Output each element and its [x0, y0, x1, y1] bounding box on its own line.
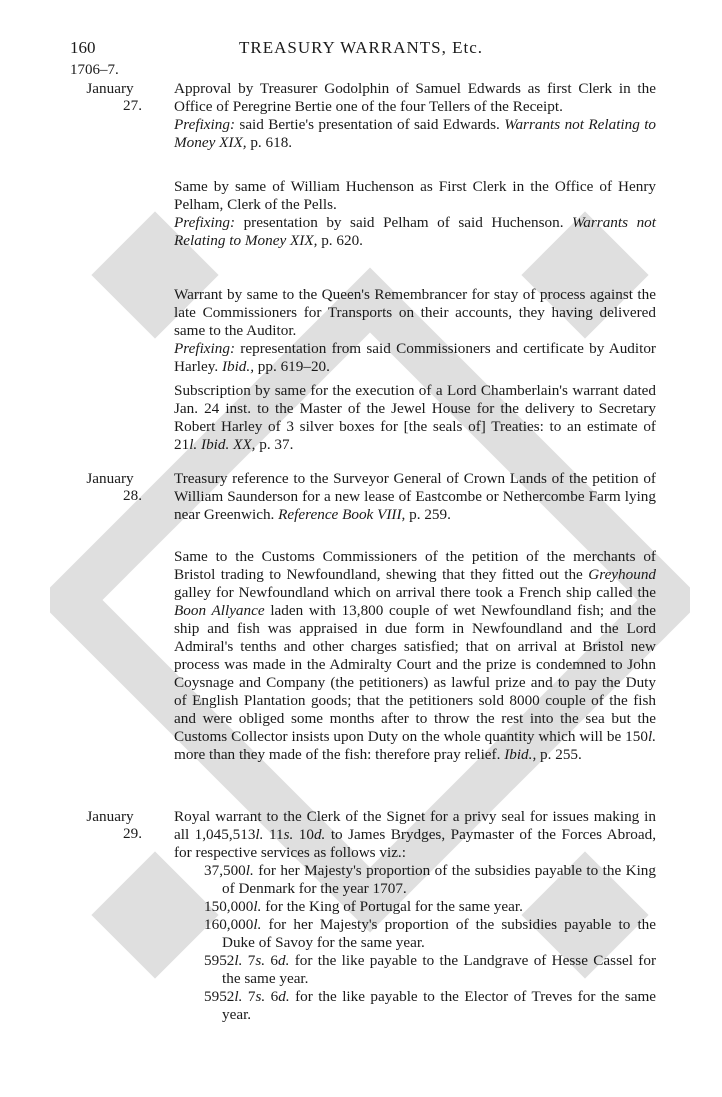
entry-jewel-house-subscription — [174, 382, 656, 454]
prefixing-label: Prefixing: — [174, 340, 236, 357]
source-reference: Warrants not Relating to Money XIX, — [174, 116, 657, 151]
entry-privy-seal-issues — [174, 808, 656, 1024]
date-month: January — [86, 470, 134, 487]
prefixing-note — [174, 116, 656, 152]
date-day: 29. — [123, 825, 142, 842]
entry-text: Royal warrant to the Clerk of the Signet for a privy seal for issues making in all 1,045,513l. 11s. 10d. to James Brydges, Paymaster of the Forces Abroad, for respective services as follows viz.: — [174, 808, 657, 861]
shillings-value: 11 — [268, 826, 284, 843]
entry-body-d: to James Brydges, Paymaster of the Forces Abroad, for respective services as follows viz.: — [174, 826, 657, 861]
list-item: 5952l. 7s. 6d. for the like payable to the Landgrave of Hesse Cassel for the same year. — [204, 952, 657, 987]
source-reference: Ibid., — [504, 746, 537, 763]
margin-year: 1706–7. — [70, 62, 119, 78]
entry-huchenson-approval — [174, 178, 656, 250]
ship-name-boon-allyance: Boon Allyance — [174, 602, 265, 619]
source-page: pp. 619–20. — [257, 358, 330, 375]
date-day: 27. — [123, 97, 142, 114]
entry-text: Approval by Treasurer Godolphin of Samuel Edwards as first Clerk in the Office of Peregrine Bertie one of the four Tellers of the Receipt. — [174, 80, 656, 115]
entry-text: Warrant by same to the Queen's Remembrancer for stay of process against the late Commissioners for Transports on their accounts, they having delivered same to the Auditor. — [174, 286, 656, 339]
list-item: 150,000l. for the King of Portugal for the same year. — [204, 898, 523, 915]
source-reference: Ibid., — [221, 358, 254, 375]
source-reference: Reference Book VIII, — [278, 506, 406, 523]
date-jan-28 — [70, 470, 150, 504]
prefixing-note — [174, 340, 656, 376]
prefixing-label: Prefixing: — [174, 214, 236, 231]
prefixing-text: presentation by said Pelham of said Huchenson. — [243, 214, 564, 231]
list-item: 160,000l. for her Majesty's proportion of the subsidies payable to the Duke of Savoy for the same year. — [204, 916, 656, 951]
source-page: p. 259. — [409, 506, 451, 523]
pound-sign: l. — [189, 436, 198, 453]
list-item: 37,500l. for her Majesty's proportion of the subsidies payable to the King of Denmark for the year 1707. — [204, 862, 656, 897]
entry-body-d: more than they made of the fish: therefore pray relief. — [174, 746, 501, 763]
entry-text — [174, 382, 656, 454]
prefixing-text: representation from said Commissioners and certificate by Auditor Harley. — [174, 340, 656, 375]
ship-name-greyhound: Greyhound — [588, 566, 657, 583]
entry-body-c: laden with 13,800 couple of wet Newfoundland fish; and the ship and fish was appraised in due form in Newfoundland and the Lord Admiral's tenths and other charges satisfied; that on arrival at Bristol new process was made in the Admiralty Court and the prize is condemned to John Coysnage and Company (the petitioners) as lawful prize and to pay the Duty of English Plantation goods; that the petitioners sold 8000 couple of the fish and were obliged some months after to throw the rest into the sea but the Customs Collector insists upon Duty on the whole quantity which will be 150 — [174, 602, 656, 745]
entry-text — [174, 470, 656, 524]
entry-body-a: Royal warrant to the Clerk of the Signet for a privy seal for issues making in all 1,045,513 — [174, 808, 656, 843]
pound-sign: l. — [647, 728, 656, 745]
running-title: TREASURY WARRANTS, Etc. — [238, 38, 484, 57]
prefixing-text: said Bertie's presentation of said Edwards. — [239, 116, 500, 133]
prefixing-note — [174, 214, 656, 250]
entry-text: Same by same of William Huchenson as First Clerk in the Office of Henry Pelham, Clerk of the Pells. — [174, 178, 656, 213]
payment-items-list — [174, 862, 656, 1024]
page-header — [0, 38, 722, 62]
source-page: p. 255. — [540, 746, 582, 763]
date-jan-29 — [70, 808, 150, 842]
entry-stay-of-process — [174, 286, 656, 376]
source-page: p. 620. — [321, 232, 363, 249]
page-number: 160 — [70, 38, 96, 57]
entry-body: Treasury reference to the Surveyor General of Crown Lands of the petition of William Saunderson for a new lease of Eastcombe or Nethercombe Farm lying near Greenwich. — [174, 470, 656, 523]
date-month: January — [86, 808, 134, 825]
source-reference: Ibid. XX, — [201, 436, 256, 453]
entry-bristol-merchants-petition — [174, 548, 656, 764]
entry-saunderson-lease — [174, 470, 656, 524]
list-item: 5952l. 7s. 6d. for the like payable to the Elector of Treves for the same year. — [204, 988, 657, 1023]
date-month: January — [86, 80, 134, 97]
entry-body-b: galley for Newfoundland which on arrival there took a French ship called the — [174, 584, 656, 601]
entry-body-a: Same to the Customs Commissioners of the petition of the merchants of Bristol trading to Newfoundland, shewing that they fitted out the — [174, 548, 656, 583]
entry-edwards-approval — [174, 80, 656, 152]
source-page: p. 37. — [259, 436, 294, 453]
date-jan-27 — [70, 80, 150, 114]
entry-text — [174, 548, 656, 764]
entry-body: Subscription by same for the execution of a Lord Chamberlain's warrant dated Jan. 24 inst. to the Master of the Jewel House for the delivery to Secretary Robert Harley of 3 silver boxes for [the seals of] Treaties: to an estimate of 21 — [174, 382, 656, 453]
pence-value: 10 — [298, 826, 314, 843]
date-day: 28. — [123, 487, 142, 504]
source-page: p. 618. — [250, 134, 293, 151]
source-reference: Warrants not Relating to Money XIX, — [174, 214, 656, 249]
prefixing-label: Prefixing: — [174, 116, 236, 133]
